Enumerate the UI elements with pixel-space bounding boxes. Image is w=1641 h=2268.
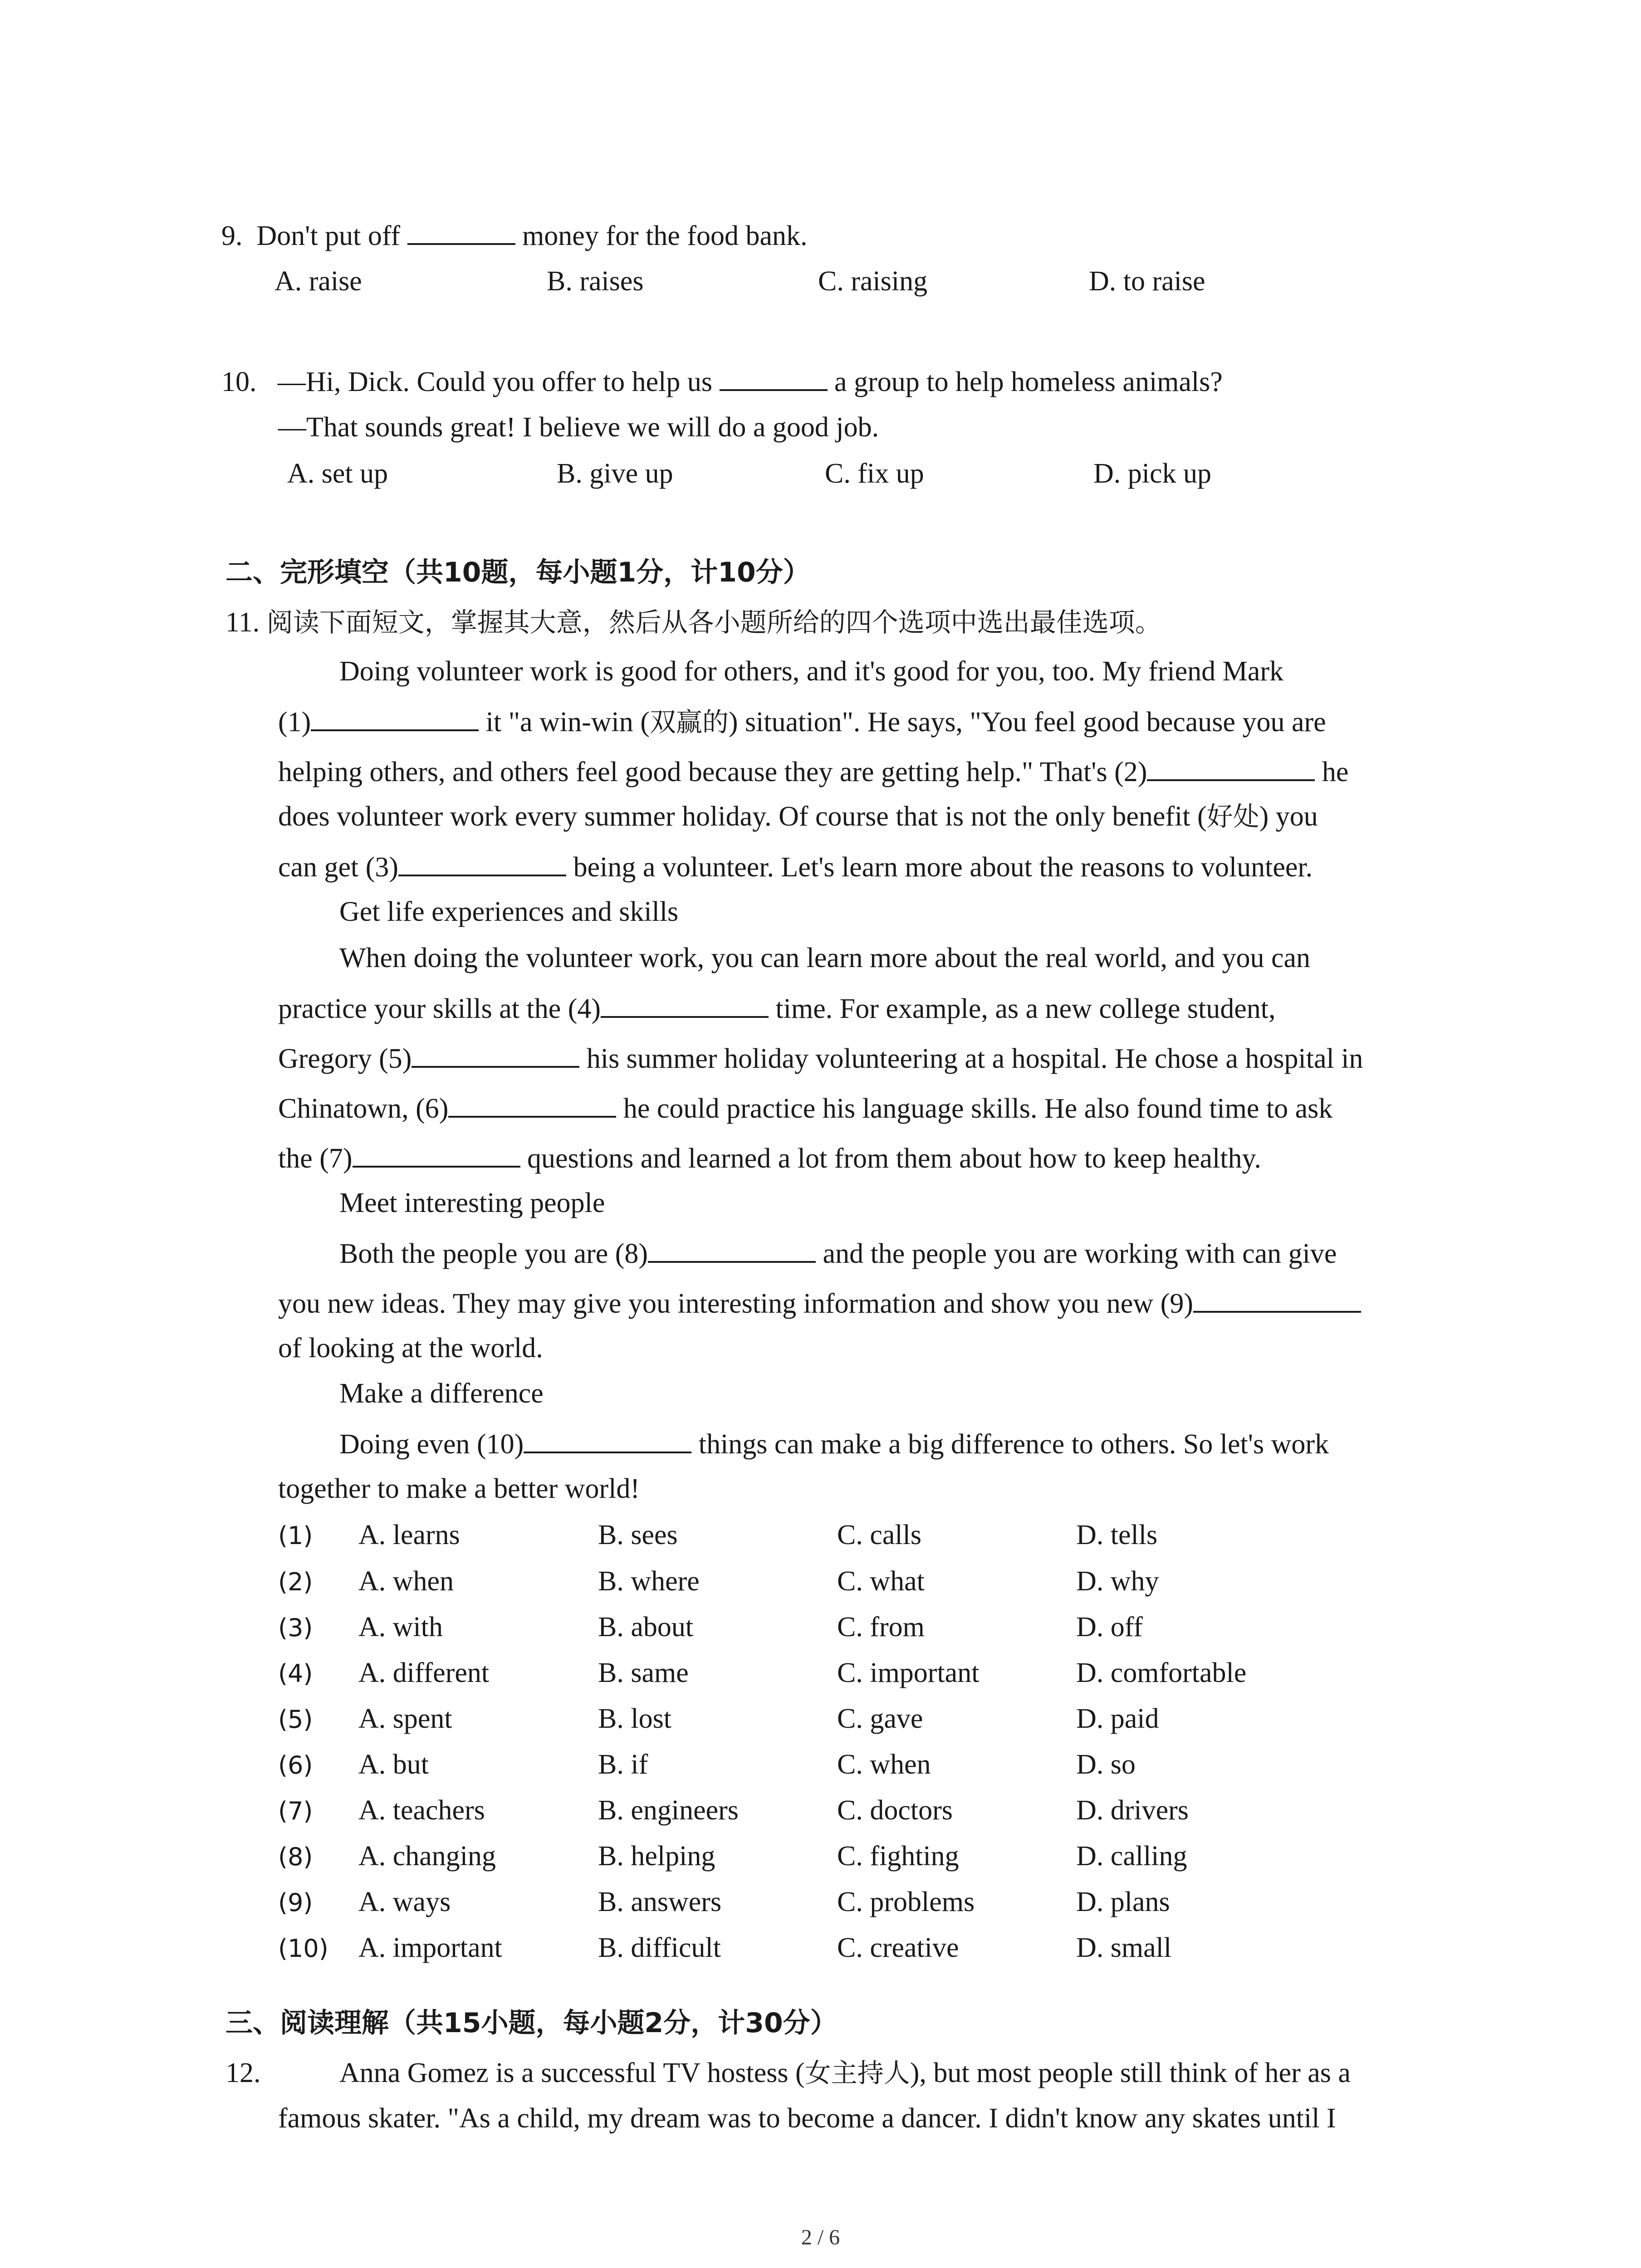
choice-option[interactable]: B. sees — [598, 1520, 678, 1550]
choice-option[interactable]: B. lost — [598, 1703, 671, 1734]
choice-option[interactable]: D. plans — [1076, 1887, 1170, 1917]
option-d[interactable]: D. pick up — [1093, 458, 1212, 489]
option-b[interactable]: B. raises — [547, 266, 644, 297]
choice-option[interactable]: D. so — [1076, 1749, 1136, 1780]
question-12-number: 12. — [225, 2058, 261, 2088]
choice-option[interactable]: C. from — [837, 1612, 925, 1642]
choice-option[interactable]: A. learns — [358, 1520, 460, 1550]
question-10-line1: 10. —Hi, Dick. Could you offer to help us a group to help homeless animals? — [221, 363, 1223, 400]
choice-option[interactable]: A. with — [358, 1612, 443, 1642]
section-3-title: 三、阅读理解（共15小题，每小题2分，计30分） — [225, 2007, 838, 2039]
choice-option[interactable]: B. same — [598, 1657, 689, 1688]
choice-option[interactable]: A. when — [358, 1566, 454, 1597]
option-b[interactable]: B. give up — [557, 458, 673, 489]
choice-option[interactable]: B. difficult — [598, 1932, 721, 1963]
choice-option[interactable]: C. fighting — [837, 1841, 959, 1872]
answer-blank[interactable] — [720, 363, 828, 391]
cloze-blank-3[interactable] — [398, 848, 566, 876]
choice-option[interactable]: D. paid — [1076, 1703, 1159, 1734]
choice-option[interactable]: A. but — [358, 1749, 429, 1780]
choice-row: (6) — [278, 1751, 313, 1779]
choice-option[interactable]: D. small — [1076, 1932, 1172, 1963]
choice-option[interactable]: D. comfortable — [1076, 1657, 1247, 1688]
option-c[interactable]: C. fix up — [825, 458, 924, 489]
option-c[interactable]: C. raising — [818, 266, 928, 297]
choice-option[interactable]: B. about — [598, 1612, 694, 1642]
choice-option[interactable]: A. important — [358, 1932, 502, 1963]
question-11-instruction: 11. 阅读下面短文，掌握其大意，然后从各小题所给的四个选项中选出最佳选项。 — [225, 607, 1161, 638]
cloze-blank-4[interactable] — [601, 990, 769, 1018]
choice-option[interactable]: D. calling — [1076, 1841, 1187, 1872]
choice-option[interactable]: C. calls — [837, 1520, 921, 1550]
subheading-interesting-people: Meet interesting people — [339, 1188, 605, 1218]
choice-option[interactable]: C. when — [837, 1749, 931, 1780]
choice-option[interactable]: D. tells — [1076, 1520, 1158, 1550]
choice-row: (2) — [278, 1568, 313, 1596]
choice-option[interactable]: A. spent — [358, 1703, 452, 1734]
answer-blank[interactable] — [407, 217, 515, 245]
cloze-blank-7[interactable] — [353, 1139, 520, 1168]
option-a[interactable]: A. set up — [287, 458, 388, 489]
choice-option[interactable]: C. problems — [837, 1887, 975, 1917]
choice-row: (4) — [278, 1659, 313, 1688]
choice-option[interactable]: D. off — [1076, 1612, 1143, 1642]
page-number: 2 / 6 — [801, 2225, 840, 2249]
cloze-blank-1[interactable] — [311, 703, 479, 731]
question-9-stem: 9. Don't put off money for the food bank. — [221, 217, 808, 254]
cloze-blank-9[interactable] — [1193, 1285, 1361, 1313]
choice-option[interactable]: C. what — [837, 1566, 925, 1597]
choice-option[interactable]: B. engineers — [598, 1795, 739, 1826]
choice-row: (1) — [278, 1521, 313, 1550]
choice-option[interactable]: B. where — [598, 1566, 700, 1597]
option-a[interactable]: A. raise — [274, 266, 362, 297]
section-2-title: 二、完形填空（共10题，每小题1分，计10分） — [225, 557, 810, 588]
choice-row: (3) — [278, 1613, 313, 1642]
choice-option[interactable]: C. gave — [837, 1703, 923, 1734]
choice-row: (7) — [278, 1797, 313, 1825]
cloze-blank-6[interactable] — [448, 1090, 616, 1118]
choice-option[interactable]: B. answers — [598, 1887, 722, 1917]
choice-option[interactable]: D. drivers — [1076, 1795, 1189, 1826]
choice-option[interactable]: D. why — [1076, 1566, 1159, 1597]
choice-option[interactable]: C. creative — [837, 1932, 959, 1963]
choice-option[interactable]: A. teachers — [358, 1795, 485, 1826]
cloze-blank-5[interactable] — [411, 1040, 579, 1068]
choice-row: (5) — [278, 1705, 313, 1734]
choice-option[interactable]: A. different — [358, 1657, 490, 1688]
subheading-make-difference: Make a difference — [339, 1378, 544, 1409]
choice-option[interactable]: C. doctors — [837, 1795, 953, 1826]
choice-option[interactable]: A. changing — [358, 1841, 496, 1872]
question-10-line2: —That sounds great! I believe we will do a good job. — [278, 412, 879, 443]
subheading-life-experiences: Get life experiences and skills — [339, 896, 679, 927]
choice-option[interactable]: B. if — [598, 1749, 648, 1780]
cloze-blank-2[interactable] — [1147, 753, 1315, 781]
cloze-blank-10[interactable] — [524, 1425, 691, 1453]
option-d[interactable]: D. to raise — [1089, 266, 1205, 297]
choice-option[interactable]: A. ways — [358, 1887, 451, 1917]
choice-option[interactable]: C. important — [837, 1657, 980, 1688]
cloze-blank-8[interactable] — [648, 1235, 816, 1263]
choice-row: (9) — [278, 1888, 313, 1917]
choice-row: (8) — [278, 1843, 313, 1871]
choice-row: (10) — [278, 1934, 328, 1963]
choice-option[interactable]: B. helping — [598, 1841, 715, 1872]
